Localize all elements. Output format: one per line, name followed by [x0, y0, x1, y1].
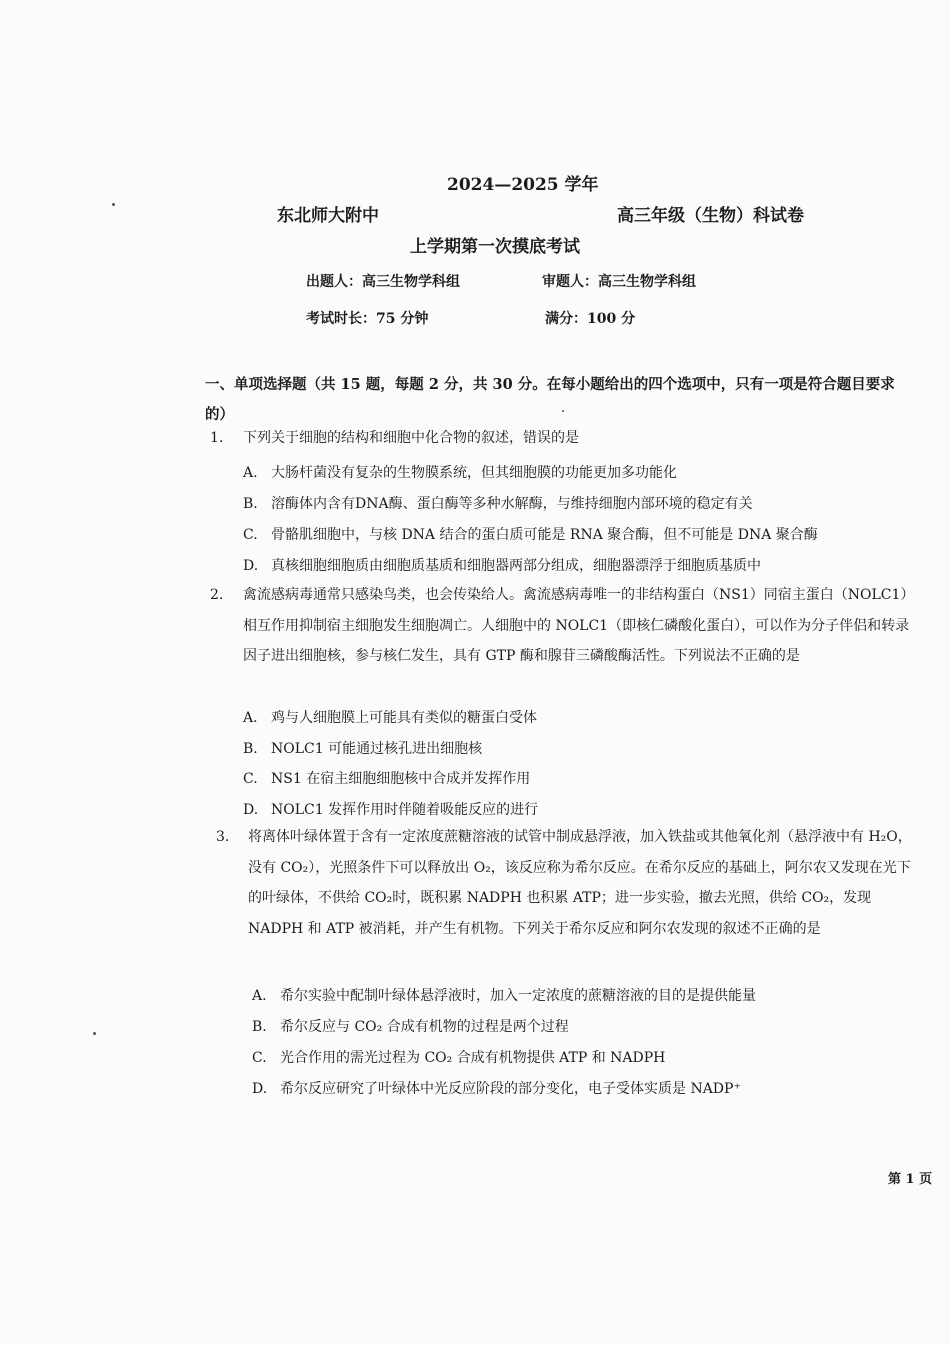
- page-number: 第 1 页: [888, 1172, 933, 1187]
- answer-option: C. NS1 在宿主细胞细胞核中合成并发挥作用: [243, 771, 531, 787]
- question-stem: 下列关于细胞的结构和细胞中化合物的叙述，错误的是: [243, 430, 579, 446]
- answer-option: B. 溶酶体内含有DNA酶、蛋白酶等多种水解酶，与维持细胞内部环境的稳定有关: [243, 496, 753, 512]
- answer-option: D. 希尔反应研究了叶绿体中光反应阶段的部分变化，电子受体实质是 NADP⁺: [252, 1081, 741, 1097]
- answer-option: C. 骨骼肌细胞中，与核 DNA 结合的蛋白质可能是 RNA 聚合酶，但不可能是 DNA 聚合酶: [243, 527, 818, 543]
- answer-option: A. 大肠杆菌没有复杂的生物膜系统，但其细胞膜的功能更加多功能化: [243, 465, 677, 481]
- question-number: 3.: [216, 829, 230, 845]
- answer-option: D. 真核细胞细胞质由细胞质基质和细胞器两部分组成，细胞器漂浮于细胞质基质中: [243, 558, 761, 574]
- answer-option: B. NOLC1 可能通过核孔进出细胞核: [243, 741, 483, 757]
- answer-option: D. NOLC1 发挥作用时伴随着吸能反应的进行: [243, 802, 539, 818]
- exam-subject: 高三年级（生物）科试卷: [617, 206, 804, 226]
- question-stem: 将离体叶绿体置于含有一定浓度蔗糖溶液的试管中制成悬浮液，加入铁盐或其他氧化剂（悬浮液中有 H₂O，没有 CO₂），光照条件下可以释放出 O₂，该反应称为希尔反应。在希尔反应的基础上，阿尔农又发现在光下的叶绿体，不供给 CO₂时，既积累 NADPH 也积累 ATP；进一步实验，撤去光照，供给 CO₂，发现 NADPH 和 ATP 被消耗，并产生有机物。下列关于希尔反应和阿尔农发现的叙述不正确的是: [248, 829, 912, 937]
- exam-duration: 考试时长：75 分钟: [306, 311, 429, 327]
- full-score: 满分：100 分: [545, 311, 636, 327]
- answer-option: A. 希尔实验中配制叶绿体悬浮液时，加入一定浓度的蔗糖溶液的目的是提供能量: [252, 988, 756, 1004]
- school-name: 东北师大附中: [277, 206, 379, 226]
- answer-option: A. 鸡与人细胞膜上可能具有类似的糖蛋白受体: [243, 710, 537, 726]
- question-reviewer: 审题人：高三生物学科组: [542, 274, 696, 290]
- section-heading: 一、单项选择题（共 15 题，每题 2 分，共 30 分。在每小题给出的四个选项中，只有一项是符合题目要求的）: [205, 376, 895, 423]
- scan-speck: [93, 1032, 96, 1035]
- school-year: 2024—2025 学年: [447, 175, 599, 195]
- question-number: 2.: [210, 587, 224, 603]
- question-setter: 出题人：高三生物学科组: [306, 274, 460, 290]
- question-stem: 禽流感病毒通常只感染鸟类，也会传染给人。禽流感病毒唯一的非结构蛋白（NS1）同宿主蛋白（NOLC1）相互作用抑制宿主细胞发生细胞凋亡。人细胞中的 NOLC1（即核仁磷酸化蛋白），可以作为分子伴侣和转录因子进出细胞核，参与核仁发生，具有 GTP 酶和腺苷三磷酸酶活性。下列说法不正确的是: [243, 587, 910, 664]
- answer-option: C. 光合作用的需光过程为 CO₂ 合成有机物提供 ATP 和 NADPH: [252, 1050, 666, 1066]
- scan-speck: [112, 203, 115, 206]
- answer-option: B. 希尔反应与 CO₂ 合成有机物的过程是两个过程: [252, 1019, 569, 1035]
- exam-title: 上学期第一次摸底考试: [410, 237, 580, 257]
- question-number: 1.: [210, 430, 224, 446]
